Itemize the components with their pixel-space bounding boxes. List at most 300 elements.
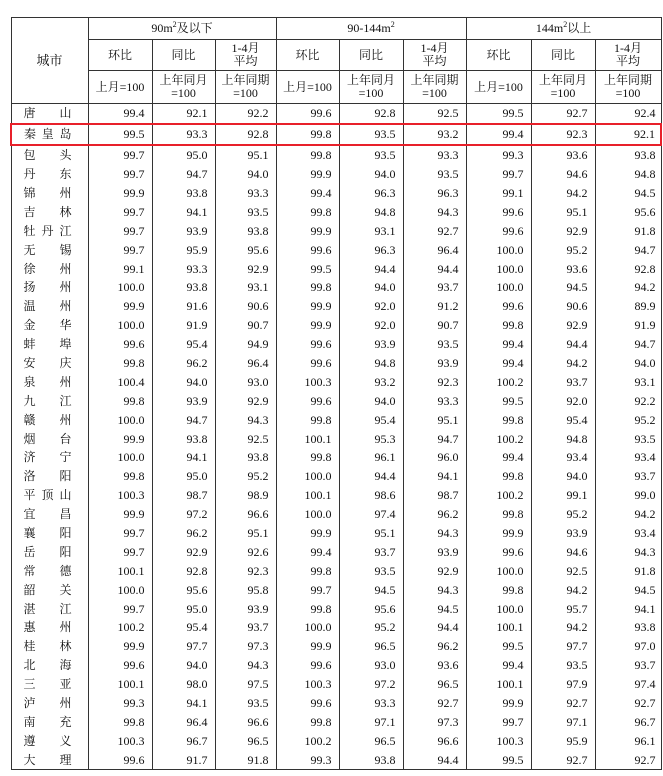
index-value: 93.4 [595, 524, 661, 543]
city-name: 泉 州 [11, 372, 88, 391]
index-value: 93.4 [595, 448, 661, 467]
city-name: 济 宁 [11, 448, 88, 467]
index-value: 98.6 [339, 486, 403, 505]
index-value: 95.2 [595, 410, 661, 429]
index-value: 99.8 [276, 145, 339, 165]
index-value: 99.8 [276, 278, 339, 297]
index-value: 99.8 [88, 391, 152, 410]
table-row [11, 448, 661, 467]
index-value: 94.8 [339, 354, 403, 373]
city-name: 锦 州 [11, 184, 88, 203]
index-value: 95.9 [152, 240, 215, 259]
index-value: 93.6 [403, 656, 466, 675]
index-value: 94.1 [152, 202, 215, 221]
index-value: 95.2 [215, 467, 276, 486]
index-value: 98.9 [215, 486, 276, 505]
table-row [11, 694, 661, 713]
index-value: 97.7 [152, 637, 215, 656]
index-value: 96.4 [403, 240, 466, 259]
index-value: 97.1 [339, 713, 403, 732]
index-value: 99.8 [276, 448, 339, 467]
index-value: 93.2 [339, 372, 403, 391]
index-value: 99.9 [88, 184, 152, 203]
index-value: 93.3 [152, 124, 215, 145]
index-value: 100.0 [88, 278, 152, 297]
city-name: 秦 皇 岛 [11, 124, 88, 145]
index-value: 97.4 [339, 505, 403, 524]
sub-header: 1-4月 平均 [215, 40, 276, 71]
base-header: 上年同月 =100 [339, 71, 403, 104]
sub-header: 环比 [276, 40, 339, 71]
index-value: 99.6 [466, 202, 531, 221]
index-value: 99.9 [466, 694, 531, 713]
index-value: 99.8 [466, 410, 531, 429]
index-value: 92.8 [339, 104, 403, 124]
index-value: 91.9 [595, 316, 661, 335]
group-header-large [466, 18, 661, 40]
index-value: 93.7 [595, 656, 661, 675]
index-value: 100.0 [466, 259, 531, 278]
index-value: 99.4 [276, 184, 339, 203]
index-value: 97.3 [403, 713, 466, 732]
index-value: 99.9 [88, 505, 152, 524]
index-value: 99.4 [466, 335, 531, 354]
index-value: 89.9 [595, 297, 661, 316]
index-value: 99.8 [88, 713, 152, 732]
index-value: 100.1 [88, 561, 152, 580]
index-value: 93.3 [215, 184, 276, 203]
index-value: 99.9 [276, 316, 339, 335]
index-value: 95.2 [339, 618, 403, 637]
index-value: 96.6 [215, 713, 276, 732]
index-value: 99.3 [466, 145, 531, 165]
index-value: 95.4 [531, 410, 595, 429]
index-value: 99.9 [466, 524, 531, 543]
index-value: 94.2 [595, 505, 661, 524]
index-value: 94.8 [595, 165, 661, 184]
index-value: 94.3 [215, 410, 276, 429]
index-value: 99.7 [466, 713, 531, 732]
sub-header: 环比 [466, 40, 531, 71]
index-value: 94.0 [339, 165, 403, 184]
index-value: 95.2 [531, 505, 595, 524]
index-value: 94.6 [531, 542, 595, 561]
index-value: 99.7 [88, 221, 152, 240]
index-value: 96.1 [339, 448, 403, 467]
city-name: 九 江 [11, 391, 88, 410]
group-label: 144m [535, 21, 564, 35]
city-name: 韶 关 [11, 580, 88, 599]
index-value: 99.9 [276, 221, 339, 240]
index-value: 96.6 [403, 731, 466, 750]
group-suffix: 及以下 [176, 21, 213, 35]
index-value: 99.6 [276, 694, 339, 713]
index-value: 94.3 [215, 656, 276, 675]
index-value: 98.7 [152, 486, 215, 505]
index-value: 95.2 [531, 240, 595, 259]
index-value: 99.4 [466, 448, 531, 467]
index-value: 93.8 [152, 184, 215, 203]
index-value: 93.1 [215, 278, 276, 297]
index-value: 92.1 [595, 124, 661, 145]
index-value: 94.1 [152, 448, 215, 467]
index-value: 100.2 [276, 731, 339, 750]
index-value: 95.0 [152, 467, 215, 486]
index-value: 94.4 [531, 335, 595, 354]
index-value: 92.1 [152, 104, 215, 124]
index-value: 100.0 [88, 580, 152, 599]
unit-superscript: 2 [563, 20, 568, 29]
table-row [11, 467, 661, 486]
city-name: 平 顶 山 [11, 486, 88, 505]
index-value: 97.2 [339, 675, 403, 694]
index-value: 99.7 [88, 599, 152, 618]
city-name: 泸 州 [11, 694, 88, 713]
index-value: 94.0 [339, 278, 403, 297]
index-value: 95.6 [339, 599, 403, 618]
base-header: 上年同期 =100 [403, 71, 466, 104]
city-name: 包 头 [11, 145, 88, 165]
index-value: 99.9 [88, 429, 152, 448]
index-value: 92.9 [531, 316, 595, 335]
index-value: 91.9 [152, 316, 215, 335]
index-value: 100.0 [466, 278, 531, 297]
index-value: 93.3 [152, 259, 215, 278]
index-value: 92.7 [531, 104, 595, 124]
index-value: 99.8 [88, 467, 152, 486]
index-value: 96.7 [595, 713, 661, 732]
index-value: 95.1 [339, 524, 403, 543]
unit-superscript: 2 [172, 20, 177, 29]
index-value: 99.6 [276, 335, 339, 354]
index-value: 93.6 [531, 259, 595, 278]
index-value: 99.5 [466, 750, 531, 769]
index-value: 99.4 [276, 542, 339, 561]
index-value: 100.0 [276, 618, 339, 637]
index-value: 94.3 [403, 524, 466, 543]
index-value: 91.7 [152, 750, 215, 769]
index-value: 99.6 [276, 391, 339, 410]
index-value: 99.8 [276, 713, 339, 732]
index-value: 96.2 [152, 524, 215, 543]
index-value: 94.0 [531, 467, 595, 486]
index-value: 100.1 [88, 675, 152, 694]
table-row [11, 278, 661, 297]
index-value: 94.1 [152, 694, 215, 713]
index-value: 94.5 [595, 580, 661, 599]
index-value: 96.5 [403, 675, 466, 694]
sub-header: 同比 [531, 40, 595, 71]
city-name: 桂 林 [11, 637, 88, 656]
index-value: 93.8 [215, 448, 276, 467]
index-value: 96.4 [215, 354, 276, 373]
index-value: 92.7 [595, 750, 661, 769]
index-value: 99.3 [88, 694, 152, 713]
index-value: 96.5 [215, 731, 276, 750]
city-name: 蚌 埠 [11, 335, 88, 354]
index-value: 92.9 [215, 391, 276, 410]
index-value: 98.7 [403, 486, 466, 505]
sub-header: 环比 [88, 40, 152, 71]
index-value: 100.1 [466, 618, 531, 637]
index-value: 96.7 [152, 731, 215, 750]
index-value: 99.1 [531, 486, 595, 505]
index-value: 96.2 [403, 637, 466, 656]
index-value: 100.4 [88, 372, 152, 391]
index-value: 99.9 [88, 637, 152, 656]
index-value: 100.0 [466, 599, 531, 618]
index-value: 93.2 [403, 124, 466, 145]
index-value: 92.5 [531, 561, 595, 580]
index-value: 94.3 [595, 542, 661, 561]
table-row [11, 713, 661, 732]
sub-header: 同比 [152, 40, 215, 71]
index-value: 95.3 [339, 429, 403, 448]
index-value: 95.4 [152, 618, 215, 637]
index-value: 93.7 [595, 467, 661, 486]
base-header: 上年同月 =100 [531, 71, 595, 104]
index-value: 99.6 [276, 104, 339, 124]
city-name: 徐 州 [11, 259, 88, 278]
index-value: 97.3 [215, 637, 276, 656]
index-value: 93.3 [403, 145, 466, 165]
index-value: 97.9 [531, 675, 595, 694]
sub-header: 1-4月 平均 [595, 40, 661, 71]
city-name: 烟 台 [11, 429, 88, 448]
index-value: 92.2 [215, 104, 276, 124]
group-header-small [88, 18, 276, 40]
index-value: 99.9 [276, 297, 339, 316]
index-value: 100.0 [88, 448, 152, 467]
index-value: 100.0 [276, 467, 339, 486]
city-name: 无 锡 [11, 240, 88, 259]
index-value: 93.5 [339, 145, 403, 165]
index-value: 94.5 [595, 184, 661, 203]
table-row [11, 335, 661, 354]
index-value: 94.7 [152, 165, 215, 184]
index-value: 93.8 [215, 221, 276, 240]
index-value: 99.8 [276, 124, 339, 145]
index-value: 92.7 [403, 694, 466, 713]
table-row [11, 542, 661, 561]
index-value: 92.5 [403, 104, 466, 124]
group-header-medium [276, 18, 466, 40]
index-value: 100.0 [88, 316, 152, 335]
index-value: 99.6 [466, 221, 531, 240]
index-value: 93.7 [531, 372, 595, 391]
index-value: 93.9 [152, 221, 215, 240]
index-value: 95.0 [152, 145, 215, 165]
index-value: 100.1 [276, 486, 339, 505]
index-value: 99.1 [466, 184, 531, 203]
index-value: 95.8 [215, 580, 276, 599]
city-name: 扬 州 [11, 278, 88, 297]
index-value: 99.8 [88, 354, 152, 373]
group-label: 90-144m [347, 21, 391, 35]
index-value: 99.4 [88, 104, 152, 124]
city-name: 金 华 [11, 316, 88, 335]
index-value: 91.6 [152, 297, 215, 316]
index-value: 97.5 [215, 675, 276, 694]
index-value: 93.0 [215, 372, 276, 391]
city-name: 唐 山 [11, 104, 88, 124]
index-value: 93.8 [152, 278, 215, 297]
table-row [11, 410, 661, 429]
index-value: 94.9 [215, 335, 276, 354]
index-value: 93.9 [215, 599, 276, 618]
index-value: 91.8 [595, 561, 661, 580]
index-value: 100.3 [276, 675, 339, 694]
index-value: 95.4 [339, 410, 403, 429]
city-name: 北 海 [11, 656, 88, 675]
city-name: 洛 阳 [11, 467, 88, 486]
index-value: 100.0 [466, 561, 531, 580]
index-value: 90.7 [215, 316, 276, 335]
index-value: 99.8 [466, 467, 531, 486]
index-value: 94.4 [403, 259, 466, 278]
index-value: 96.1 [595, 731, 661, 750]
unit-superscript: 2 [390, 20, 395, 29]
index-value: 99.5 [276, 259, 339, 278]
table-row [11, 391, 661, 410]
index-value: 94.0 [595, 354, 661, 373]
table-row [11, 618, 661, 637]
table-row [11, 221, 661, 240]
index-value: 93.9 [403, 542, 466, 561]
index-value: 93.8 [339, 750, 403, 769]
index-value: 93.7 [339, 542, 403, 561]
index-value: 92.7 [531, 694, 595, 713]
base-header: 上月=100 [466, 71, 531, 104]
index-value: 96.2 [152, 354, 215, 373]
table-row [11, 372, 661, 391]
index-value: 93.5 [403, 165, 466, 184]
city-name: 大 理 [11, 750, 88, 769]
index-value: 99.6 [276, 354, 339, 373]
index-value: 99.8 [276, 202, 339, 221]
index-value: 99.6 [88, 656, 152, 675]
city-name: 惠 州 [11, 618, 88, 637]
index-value: 99.9 [276, 165, 339, 184]
index-value: 93.4 [531, 448, 595, 467]
index-value: 96.2 [403, 505, 466, 524]
index-value: 92.9 [152, 542, 215, 561]
city-name: 赣 州 [11, 410, 88, 429]
index-value: 99.4 [466, 124, 531, 145]
city-name: 常 德 [11, 561, 88, 580]
index-value: 99.4 [466, 354, 531, 373]
sub-header: 同比 [339, 40, 403, 71]
base-header: 上年同月 =100 [152, 71, 215, 104]
index-value: 99.3 [276, 750, 339, 769]
table-row [11, 165, 661, 184]
table-row [11, 599, 661, 618]
index-value: 95.1 [215, 524, 276, 543]
city-column-header: 城市 [11, 18, 88, 104]
index-value: 94.5 [339, 580, 403, 599]
index-value: 95.9 [531, 731, 595, 750]
table-row [11, 240, 661, 259]
city-name: 遵 义 [11, 731, 88, 750]
index-value: 94.8 [531, 429, 595, 448]
index-value: 95.1 [531, 202, 595, 221]
table-row [11, 297, 661, 316]
index-value: 98.0 [152, 675, 215, 694]
index-value: 100.2 [466, 429, 531, 448]
index-value: 99.9 [276, 524, 339, 543]
index-value: 93.5 [339, 124, 403, 145]
index-value: 93.9 [531, 524, 595, 543]
price-index-table [10, 17, 662, 770]
index-value: 93.7 [215, 618, 276, 637]
index-value: 93.9 [403, 354, 466, 373]
index-value: 94.0 [152, 372, 215, 391]
table-row [11, 429, 661, 448]
index-value: 95.1 [215, 145, 276, 165]
index-value: 100.3 [276, 372, 339, 391]
table-row [11, 675, 661, 694]
index-value: 90.7 [403, 316, 466, 335]
index-value: 93.5 [531, 656, 595, 675]
index-value: 100.2 [466, 372, 531, 391]
index-value: 100.0 [88, 410, 152, 429]
index-value: 91.8 [595, 221, 661, 240]
index-value: 99.8 [466, 316, 531, 335]
index-value: 95.4 [152, 335, 215, 354]
index-value: 94.3 [403, 580, 466, 599]
index-value: 99.7 [466, 165, 531, 184]
index-value: 94.3 [403, 202, 466, 221]
index-value: 100.2 [466, 486, 531, 505]
index-value: 94.2 [531, 354, 595, 373]
index-value: 97.1 [531, 713, 595, 732]
index-value: 99.6 [466, 297, 531, 316]
index-value: 92.9 [531, 221, 595, 240]
index-value: 92.2 [595, 391, 661, 410]
table-row [11, 184, 661, 203]
sub-header: 1-4月 平均 [403, 40, 466, 71]
index-value: 96.5 [339, 637, 403, 656]
base-header: 上年同期 =100 [595, 71, 661, 104]
index-value: 99.0 [595, 486, 661, 505]
index-value: 93.1 [595, 372, 661, 391]
index-value: 97.0 [595, 637, 661, 656]
index-value: 99.6 [88, 335, 152, 354]
index-value: 94.7 [595, 240, 661, 259]
index-value: 93.9 [339, 335, 403, 354]
index-value: 94.0 [339, 391, 403, 410]
index-value: 92.0 [339, 297, 403, 316]
index-value: 96.4 [152, 713, 215, 732]
index-value: 94.7 [403, 429, 466, 448]
index-value: 99.7 [88, 202, 152, 221]
index-value: 99.7 [88, 145, 152, 165]
base-header: 上月=100 [276, 71, 339, 104]
index-value: 91.8 [215, 750, 276, 769]
index-value: 96.5 [339, 731, 403, 750]
index-value: 99.9 [88, 297, 152, 316]
index-value: 99.6 [276, 240, 339, 259]
index-value: 92.8 [595, 259, 661, 278]
index-value: 93.3 [403, 391, 466, 410]
index-value: 100.3 [88, 486, 152, 505]
index-value: 99.7 [88, 240, 152, 259]
index-value: 94.4 [403, 750, 466, 769]
index-value: 94.0 [152, 656, 215, 675]
index-value: 100.1 [276, 429, 339, 448]
index-value: 95.6 [595, 202, 661, 221]
index-value: 96.3 [339, 240, 403, 259]
